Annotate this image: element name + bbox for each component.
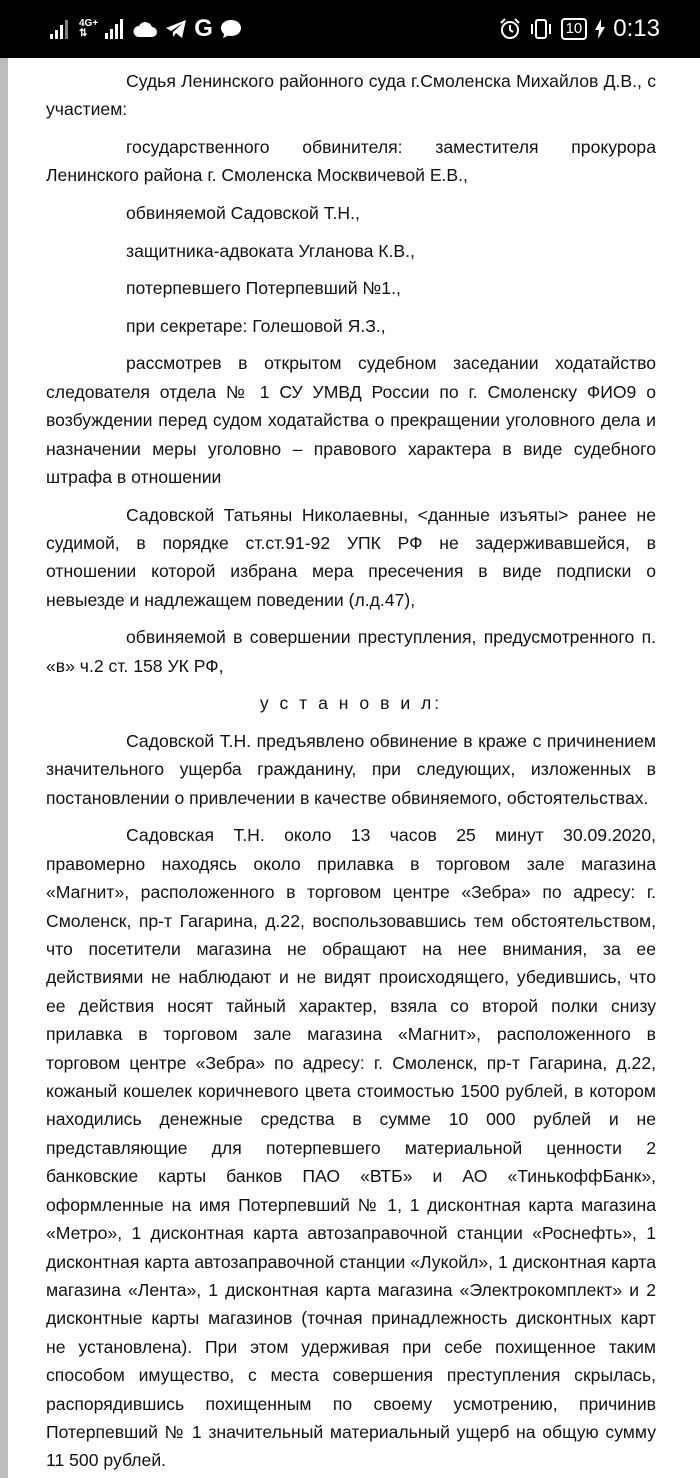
document-body [46,67,656,1484]
network-type-indicator [79,19,98,39]
paragraph-victim: потерпевшего Потерпевший №1., [126,278,401,299]
vibrate-icon [529,18,553,40]
paragraph-defender: защитника-адвоката Угланова К.В., [126,240,415,261]
status-bar [0,0,700,58]
paragraph-charge: обвиняемой в совершении преступления, предусмотренного п. «в» ч.2 ст. 158 УК РФ, [46,627,656,676]
paragraph-circumstances: Садовская Т.Н. около 13 часов 25 минут 30.09.2020, правомерно находясь около прилавка в торговом зале магазина «Магнит», расположенного в торговом центре «Зебра» по адресу: г. Смоленск, пр-т Гагарина, д.22, воспользовавшись тем обстоятельством, что посетители магазина не обращают на нее внимания, за ее действиями не наблюдают и не видят происходящего, убедившись, что ее действия носят тайный характер, взяла со второй полки снизу прилавка в торговом зале магазина «Магнит», расположенного в торговом центре «Зебра» по адресу: г. Смоленск, пр-т Гагарина, д.22, кожаный кошелек коричневого цвета стоимостью 1500 рублей, в котором находились денежные средства в сумме 10 000 рублей и не представляющие для потерпевшего материальной ценности 2 банковские карты банков ПАО «ВТБ» и АО «ТинькоффБанк», оформленные на имя Потерпевший № 1, 1 дисконтная карта магазина «Метро», 1 дисконтная карта автозаправочной станции «Роснефть», 1 дисконтная карта автозаправочной станции «Лукойл», 1 дисконтная карта магазина «Лента», 1 дисконтная карта магазина «Электрокомплект» и 2 дисконтные карты магазинов (точная принадлежность дисконтных карт не установлена). При этом удерживая при себе похищенное таким способом имущество, с места совершения преступления скрылась, распорядившись похищенным по своему усмотрению, причинив Потерпевший № 1 значительный материальный ущерб на общую сумму 11 500 рублей. [46,825,656,1471]
alarm-clock-icon [499,18,521,40]
paragraph-accusation: Садовской Т.Н. предъявлено обвинение в краже с причинением значительного ущерба гражданину, при следующих, изложенных в постановлении о привлечении в качестве обвиняемого, обстоятельствах. [46,731,656,808]
chat-bubble-icon [220,19,242,39]
google-icon: G [194,15,213,42]
clock-time: 0:13 [613,15,660,42]
telegram-icon [165,19,187,39]
paragraph-accused: обвиняемой Садовской Т.Н., [126,203,360,223]
screen-edge-shadow [0,58,8,1478]
cloud-icon [132,20,158,38]
section-heading-established: у с т а н о в и л: [259,693,443,714]
paragraph-defendant-details: Садовской Татьяны Николаевны, <данные изъяты> ранее не судимой, в порядке ст.ст.91-92 УПК РФ не задерживавшейся, в отношении которой избрана мера пресечения в виде подписки о невыезде и надлежащем поведении (л.д.47), [46,504,656,610]
signal-strength-icon [50,19,72,39]
charging-bolt-icon [595,19,605,39]
data-arrows-icon: ⇅ [79,28,88,39]
paragraph-secretary: при секретаре: Голешовой Я.З., [126,315,386,336]
wifi-signal-icon [105,19,125,39]
status-bar-right [499,14,660,44]
paragraph-prosecutor: государственного обвинителя: заместителя прокурора Ленинского района г. Смоленска Москвичевой Е.В., [46,137,656,186]
battery-level: 10 [561,18,588,40]
status-bar-left [50,14,242,44]
paragraph-judge: Судья Ленинского районного суда г.Смоленска Михайлов Д.В., с участием: [46,71,656,120]
network-type-label: 4G+ [79,18,99,29]
paragraph-considering: рассмотрев в открытом судебном заседании ходатайство следователя отдела № 1 СУ УМВД России по г. Смоленску ФИО9 о возбуждении перед судом ходатайства о прекращении уголовного дела и назначении меры уголовно – правового характера в виде судебного штрафа в отношении [46,353,656,487]
